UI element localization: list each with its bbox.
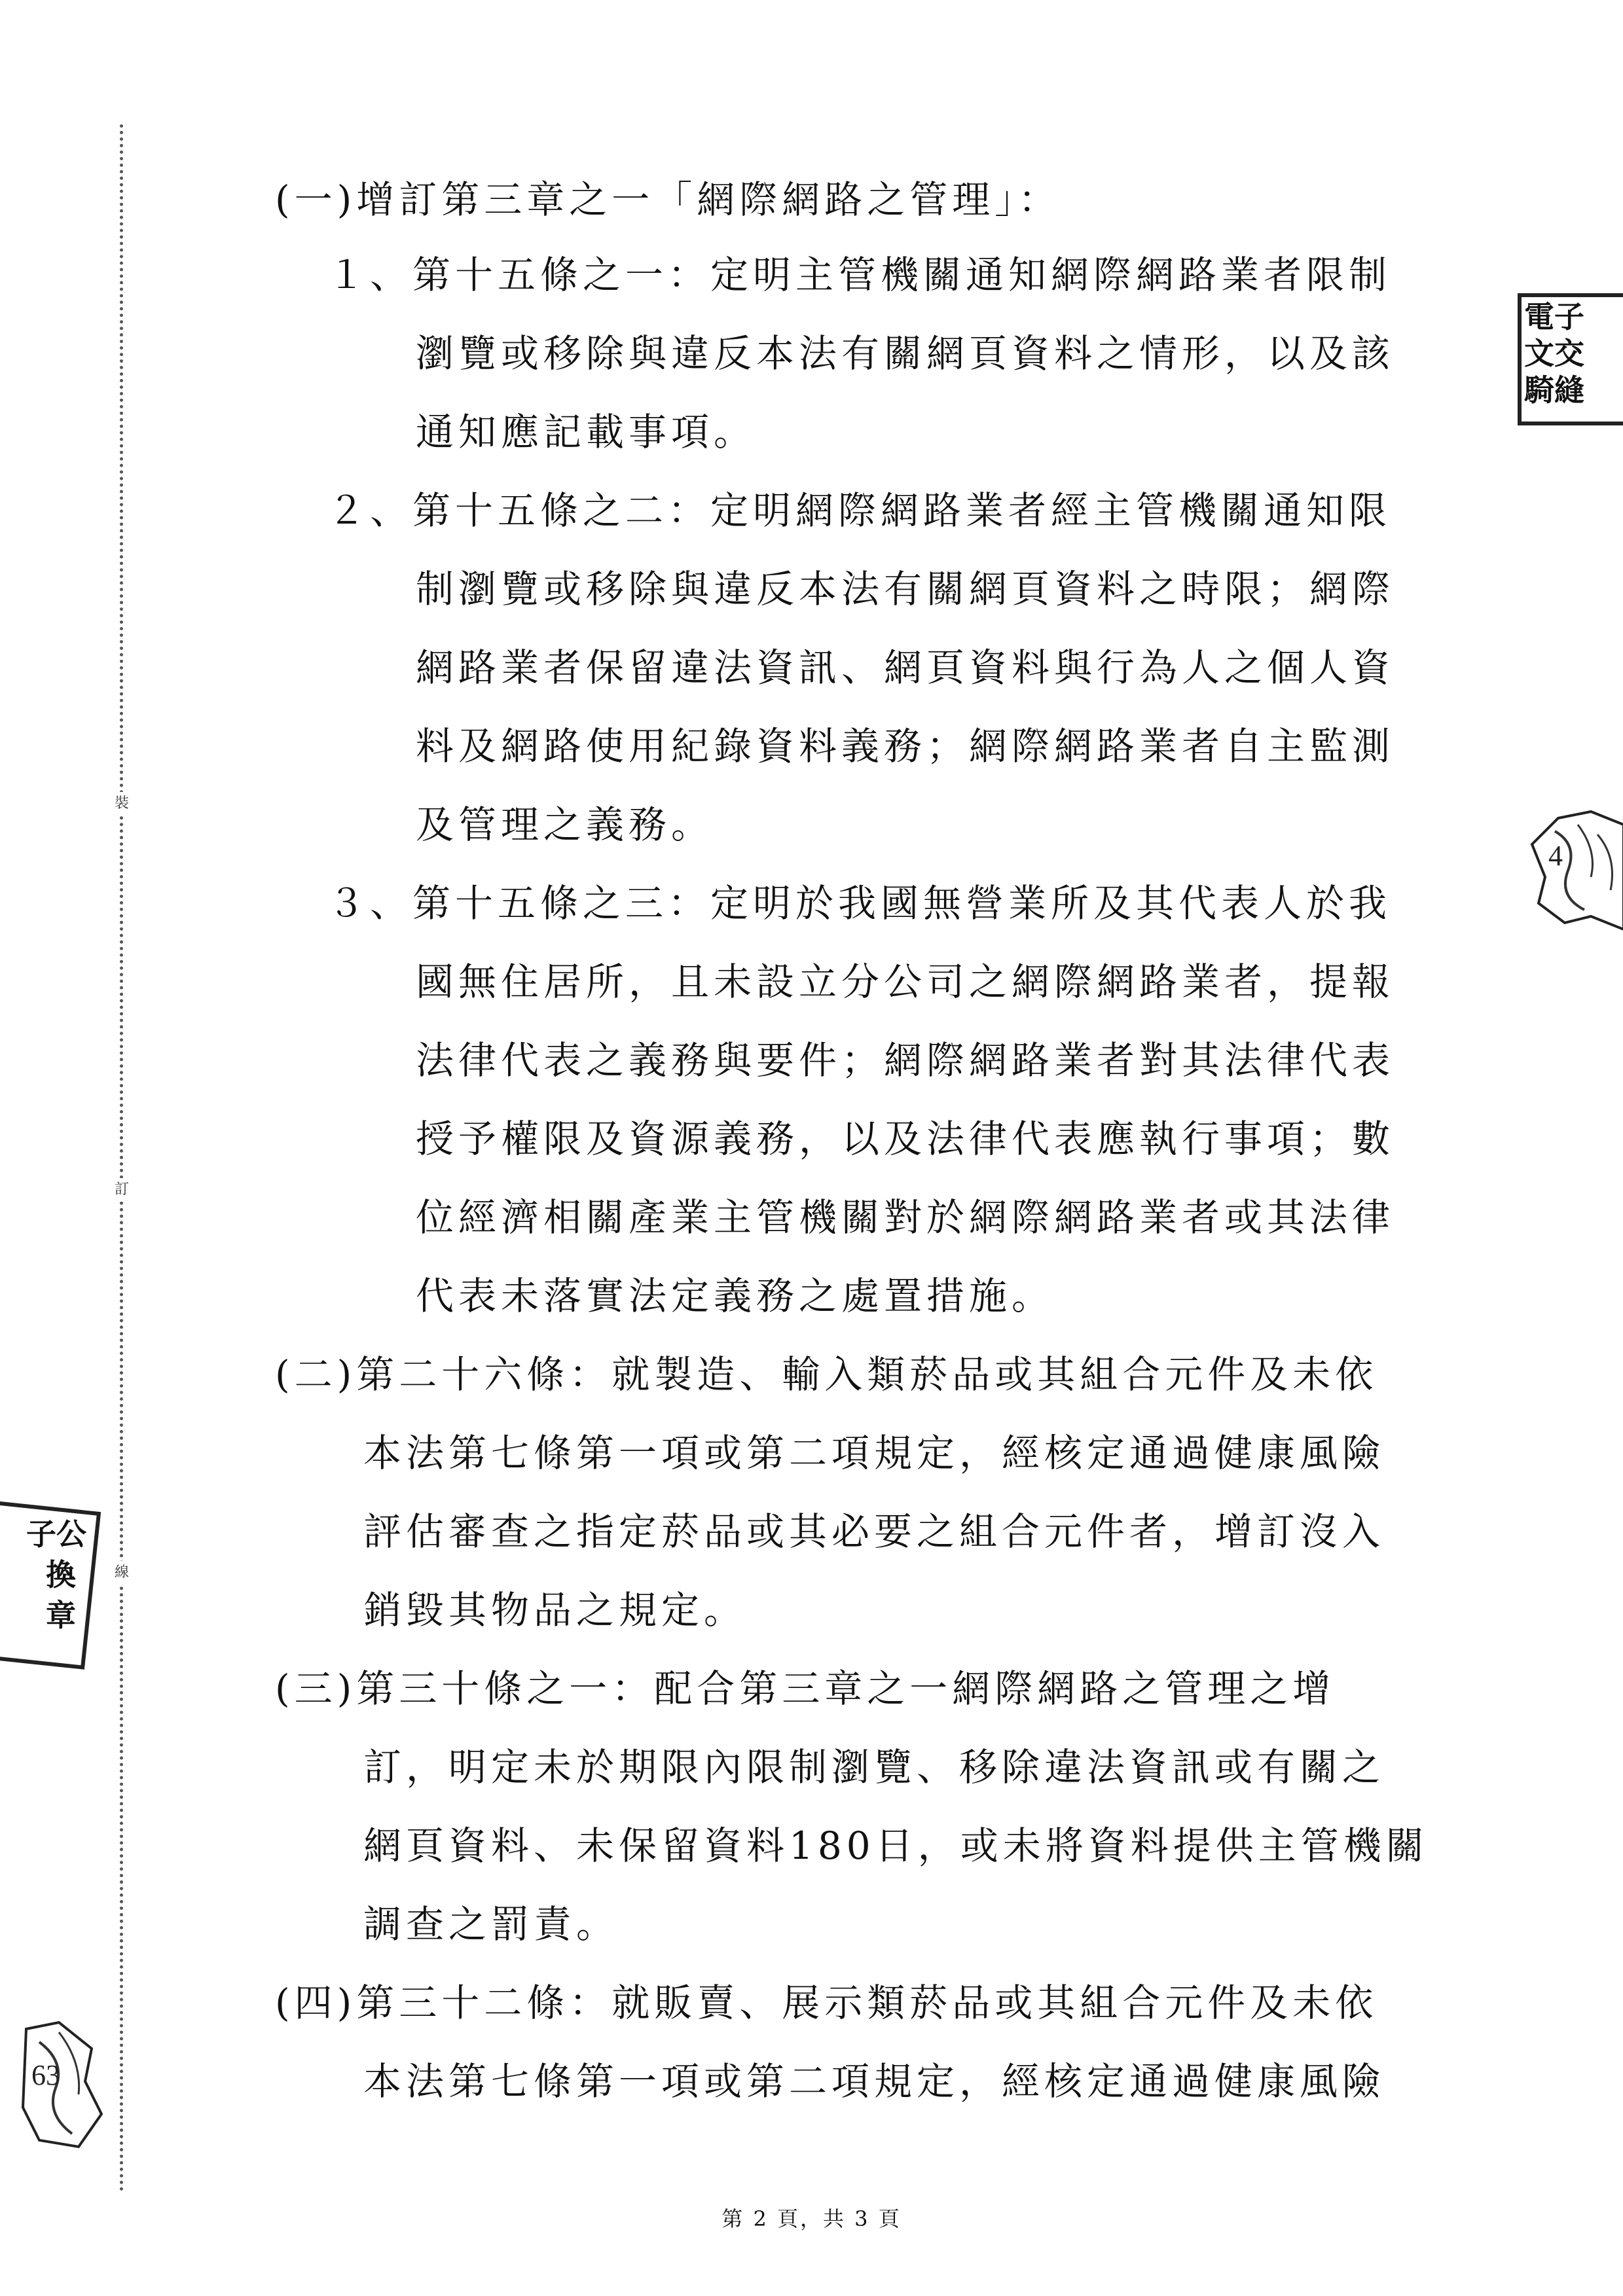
list-item-continuation: 通知應記載事項。 <box>416 410 757 454</box>
page-footer: 第 2 頁，共 3 頁 <box>721 2206 902 2231</box>
list-item: ２、第十五條之二：定明網際網路業者經主管機關通知限 <box>327 488 1392 533</box>
list-item: １、第十五條之一：定明主管機關通知網際網路業者限制 <box>327 253 1392 297</box>
binding-dotted-line <box>120 124 123 2193</box>
list-item-continuation: 位經濟相關產業主管機關對於網際網路業者或其法律 <box>416 1195 1395 1240</box>
left-stamp-line-2: 換 <box>46 1557 76 1592</box>
right-stamp-line-2: 文交 <box>1524 336 1584 371</box>
binding-mark-middle: 訂 <box>110 1178 134 1202</box>
binding-mark-top: 裝 <box>110 792 134 816</box>
section-continuation: 評估審查之指定菸品或其必要之組合元件者，增訂沒入 <box>363 1509 1385 1554</box>
left-stamp-line-3: 章 <box>46 1598 76 1633</box>
list-item-continuation: 法律代表之義務與要件；網際網路業者對其法律代表 <box>416 1038 1395 1083</box>
list-item-continuation: 國無住居所，且未設立分公司之網際網路業者，提報 <box>416 960 1395 1004</box>
list-item-continuation: 瀏覽或移除與違反本法有關網頁資料之情形，以及該 <box>416 331 1395 376</box>
right-stamp-line-3: 騎縫 <box>1524 372 1584 408</box>
list-item-continuation: 網路業者保留違法資訊、網頁資料與行為人之個人資 <box>416 645 1395 690</box>
right-page-number: 4 <box>1548 840 1563 872</box>
left-stamp-line-1: 子公 <box>26 1516 86 1552</box>
section-heading: (三)第三十條之一：配合第三章之一網際網路之管理之增 <box>275 1666 1336 1711</box>
list-item: ３、第十五條之三：定明於我國無營業所及其代表人於我 <box>327 881 1392 925</box>
section-continuation: 調查之罰責。 <box>363 1902 619 1946</box>
section-continuation: 本法第七條第一項或第二項規定，經核定通過健康風險 <box>363 1431 1385 1475</box>
section-continuation: 本法第七條第一項或第二項規定，經核定通過健康風險 <box>363 2059 1385 2104</box>
list-item-continuation: 料及網路使用紀錄資料義務；網際網路業者自主監測 <box>416 724 1395 768</box>
list-item-continuation: 代表未落實法定義務之處置措施。 <box>416 1274 1055 1318</box>
binding-mark-bottom: 線 <box>110 1561 134 1585</box>
section-heading: (二)第二十六條：就製造、輸入類菸品或其組合元件及未依 <box>275 1352 1378 1397</box>
section-continuation: 網頁資料、未保留資料180日，或未將資料提供主管機關 <box>363 1823 1429 1868</box>
right-stamp-line-1: 電子 <box>1524 299 1584 334</box>
right-page-seal <box>1519 805 1623 936</box>
list-item-continuation: 制瀏覽或移除與違反本法有關網頁資料之時限；網際 <box>416 567 1395 611</box>
left-page-number: 63 <box>31 2059 60 2091</box>
section-continuation: 銷毀其物品之規定。 <box>363 1588 747 1632</box>
section-heading: (一)增訂第三章之一「網際網路之管理」： <box>275 177 1061 222</box>
list-item-continuation: 及管理之義務。 <box>416 802 714 847</box>
section-heading: (四)第三十二條：就販賣、展示類菸品或其組合元件及未依 <box>275 1981 1378 2025</box>
section-continuation: 訂，明定未於期限內限制瀏覽、移除違法資訊或有關之 <box>363 1745 1385 1789</box>
list-item-continuation: 授予權限及資源義務，以及法律代表應執行事項；數 <box>416 1117 1395 1161</box>
